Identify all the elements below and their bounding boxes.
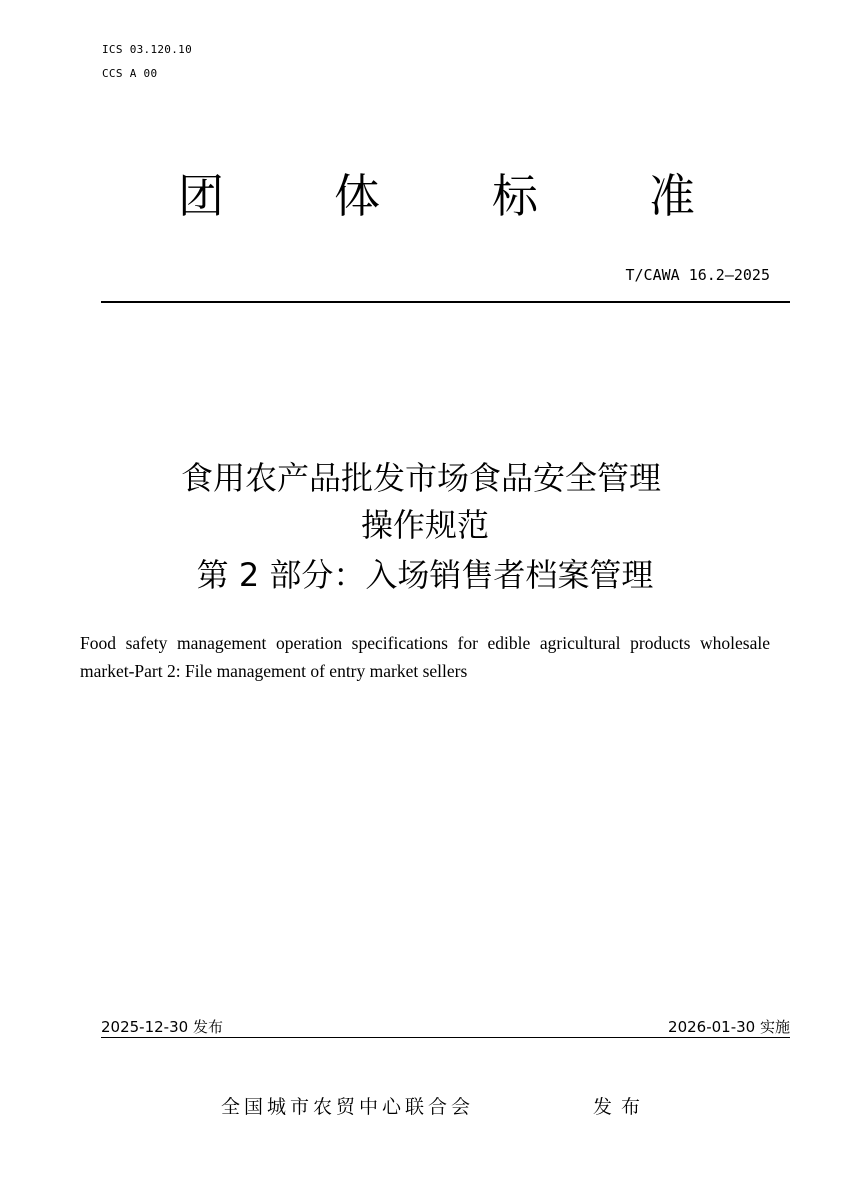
standard-type-char-1: 团 [178, 169, 224, 223]
english-title: Food safety management operation specifications for edible agricultural products wholesale market-Part 2: File management of entry market sellers [80, 633, 770, 681]
title-line-1: 食用农产品批发市场食品安全管理 [180, 459, 661, 497]
standard-type-char-3: 标 [492, 169, 538, 223]
title-line-3: 第 2 部分：入场销售者档案管理 [196, 556, 654, 594]
standard-type-char-4: 准 [649, 169, 695, 223]
publish-date: 2025-12-30 发布 [101, 1018, 223, 1036]
ccs-code: CCS A 00 [102, 67, 158, 80]
standard-number: T/CAWA 16.2—2025 [625, 266, 770, 284]
title-line-2: 操作规范 [360, 506, 489, 544]
standard-type-char-2: 体 [334, 169, 380, 223]
header-divider [101, 301, 790, 303]
implement-date: 2026-01-30 实施 [668, 1018, 790, 1036]
issue-label: 发布 [593, 1096, 650, 1118]
issuing-organization: 全国城市农贸中心联合会 [221, 1096, 475, 1118]
ics-code: ICS 03.120.10 [102, 43, 192, 56]
footer-divider [101, 1037, 790, 1038]
